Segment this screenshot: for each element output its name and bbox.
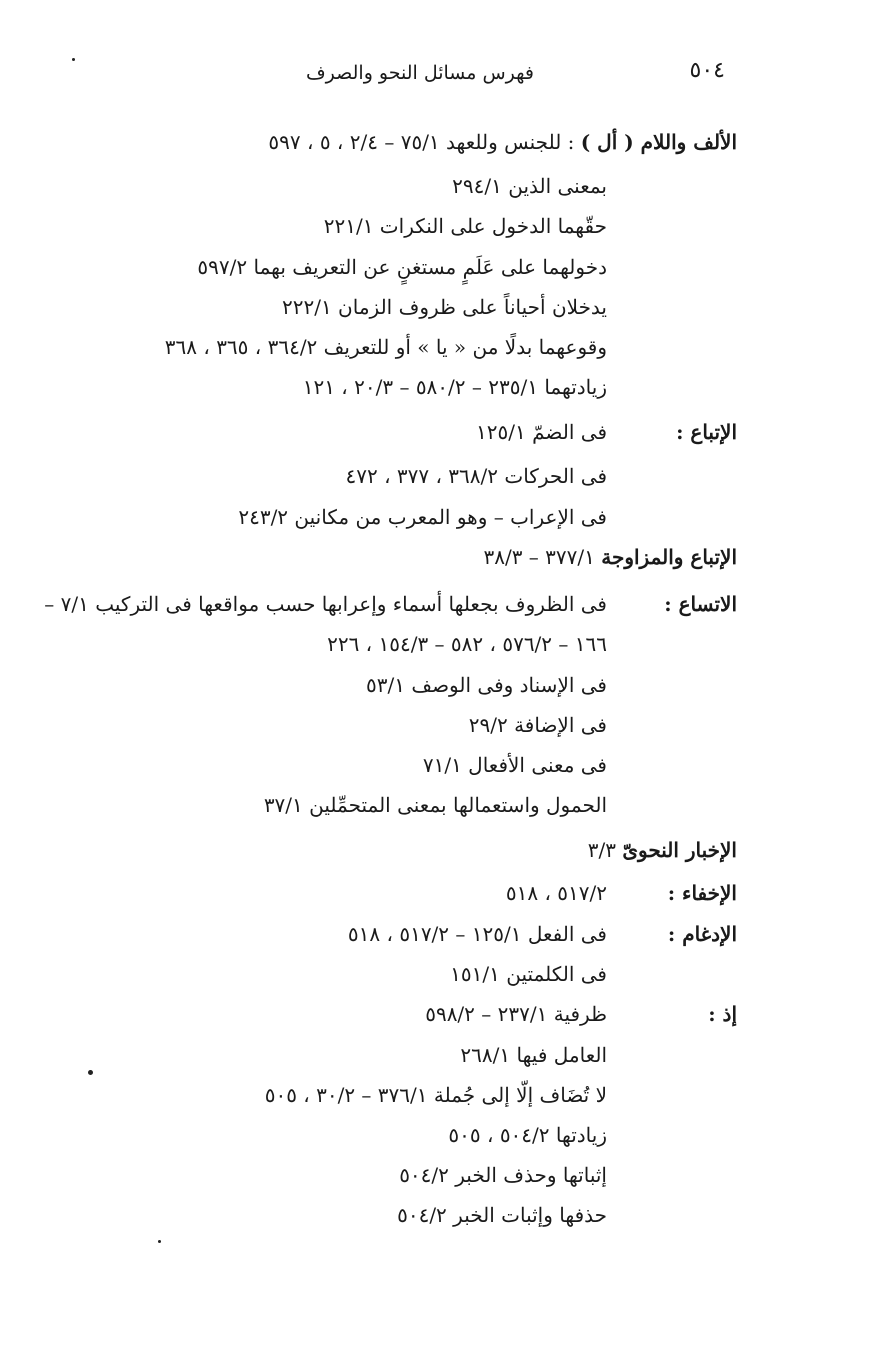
entry-line: ١٦٦ – ٥٧٦/٢ ، ٥٨٢ – ١٥٤/٣ ، ٢٢٦ (327, 632, 607, 656)
entry-term: الإتباع : (676, 420, 737, 444)
entry-line: الحمول واستعمالها بمعنى المتحمِّلين ٣٧/١ (263, 793, 607, 817)
entry-text: ٣٧٧/١ – ٣٨/٣ (483, 545, 602, 569)
entry-term: الإدغام : (667, 922, 737, 946)
print-speck (72, 58, 75, 61)
entry-line: فى الحركات ٣٦٨/٢ ، ٣٧٧ ، ٤٧٢ (345, 464, 607, 488)
entry-line: يدخلان أحياناً على ظروف الزمان ٢٢٢/١ (281, 295, 607, 319)
entry-line: فى الضمّ ١٢٥/١ (476, 420, 607, 444)
entry-line: حقّهما الدخول على النكرات ٢٢١/١ (323, 214, 607, 238)
entry-ikhbar (588, 836, 737, 864)
entry-line: حذفها وإثبات الخبر ٥٠٤/٢ (397, 1203, 607, 1227)
entry-line: بمعنى الذين ٢٩٤/١ (452, 174, 607, 198)
entry-line: دخولهما على عَلَمٍ مستغنٍ عن التعريف بهما ٥٩٧/٢ (197, 255, 607, 279)
entry-line: زيادتهما ٢٣٥/١ – ٥٨٠/٢ – ٢٠/٣ ، ١٢١ (302, 375, 607, 399)
entry-alif-lam (268, 128, 737, 156)
entry-line: فى الإسناد وفى الوصف ٥٣/١ (366, 673, 607, 697)
entry-line: زيادتها ٥٠٤/٢ ، ٥٠٥ (448, 1123, 607, 1147)
entry-line: فى الكلمتين ١٥١/١ (450, 962, 607, 986)
print-speck (158, 1240, 161, 1243)
entry-line: فى معنى الأفعال ٧١/١ (422, 753, 607, 777)
print-speck (88, 1070, 93, 1075)
entry-term: إذ : (708, 1002, 737, 1026)
entry-text: ٣/٣ (587, 838, 623, 862)
entry-itbaa-muzawaja (483, 543, 737, 571)
entry-line: فى الظروف بجعلها أسماء وإعرابها حسب مواقعها فى التركيب ٧/١ – (44, 592, 607, 616)
entry-line: فى الإضافة ٢٩/٢ (468, 713, 607, 737)
entry-line: العامل فيها ٢٦٨/١ (460, 1043, 607, 1067)
entry-line: فى الإعراب – وهو المعرب من مكانين ٢٤٣/٢ (238, 505, 607, 529)
entry-line: وقوعهما بدلًا من « يا » أو للتعريف ٣٦٤/٢ ، ٣٦٥ ، ٣٦٨ (164, 335, 607, 359)
entry-term: الإخفاء : (667, 881, 737, 905)
entry-term: الألف واللام ( أل ) (580, 130, 737, 154)
running-title: فهرس مسائل النحو والصرف (305, 62, 534, 84)
entry-term: الإتباع والمزاوجة (601, 545, 737, 569)
page-number: ٥٠٤ (689, 58, 725, 83)
entry-line: ظرفية ٢٣٧/١ – ٥٩٨/٢ (425, 1002, 607, 1026)
entry-line: إثباتها وحذف الخبر ٥٠٤/٢ (399, 1163, 607, 1187)
entry-line: ٥١٧/٢ ، ٥١٨ (505, 881, 607, 905)
entry-term: الإخبار النحوىّ (622, 838, 737, 862)
entry-line: لا تُضَاف إلّا إلى جُملة ٣٧٦/١ – ٣٠/٢ ، ٥٠٥ (264, 1083, 607, 1107)
entry-text: : للجنس وللعهد ٧٥/١ – ٢/٤ ، ٥ ، ٥٩٧ (268, 130, 581, 154)
entry-term: الاتساع : (664, 592, 737, 616)
entry-line: فى الفعل ١٢٥/١ – ٥١٧/٢ ، ٥١٨ (347, 922, 607, 946)
